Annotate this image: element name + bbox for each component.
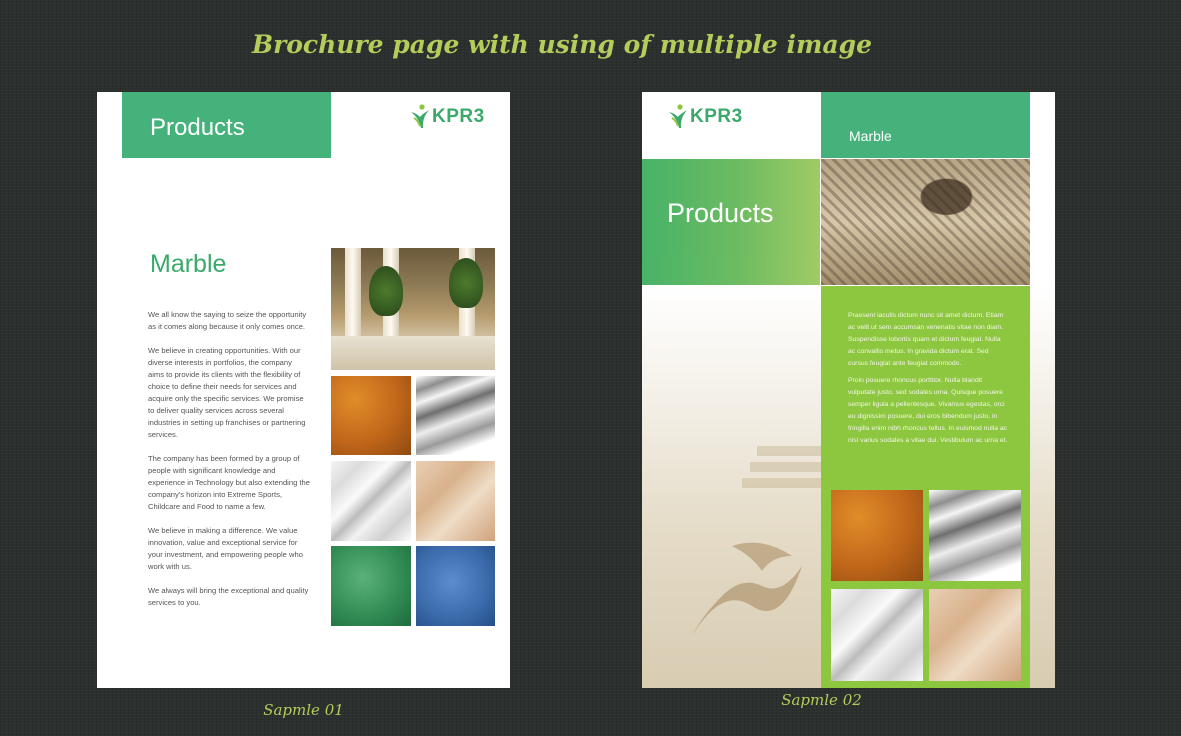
marble-tile-orange (331, 376, 411, 455)
kpr3-logo (667, 104, 743, 130)
logo-text: KPR3 (690, 106, 743, 127)
plant (449, 258, 483, 308)
marble-floor (331, 336, 495, 370)
marble-tile-orange (831, 490, 923, 581)
marble-tile-green (331, 546, 411, 626)
lobby-photo (331, 248, 495, 370)
paragraph: Praesent iaculis dictum nunc sit amet dictum. Etiam ac velit ut sem accumsan venenatis vitae non diam. Suspendisse lobortis quam et dictum feugiat. Nulla ac convallis metus. In gravida dictum erat. Sed cursus feugiat ante feugiat commodo. (848, 312, 1004, 367)
carpet-photo (821, 159, 1030, 285)
marble-tile-white-gray (929, 490, 1021, 581)
stair (757, 446, 827, 456)
plant (369, 266, 403, 316)
products-banner: Products (642, 159, 820, 285)
marble-heading: Marble (150, 250, 227, 278)
marble-tile-blue (416, 546, 495, 626)
paragraph: We believe in creating opportunities. With our diverse interests in portfolios, the company aims to provide its clients with the flexibility of choice to define their needs for services and acquire only the specific services. We promise to deliver quality services across several industries in setting up franchises or partnering services. (148, 346, 306, 439)
marble-tile-beige (416, 461, 495, 541)
leaf-figure-icon (667, 104, 689, 130)
products-header: Products (122, 92, 331, 158)
paragraph: Proin posuere rhoncus porttitor. Nulla blandit vulputate justo, sed sodales urna. Quisque posuere semper ligula a pellentesque. Vivamus egestas, orci eu dignissim posuere, dui eros bibendum justo, in fringilla enim nibh rhoncus tellus. In euismod nulla ac nisl varius sodales a vitae dui. Vestibulum ac urna et. (848, 377, 1008, 444)
stair (750, 462, 830, 472)
page-title: Brochure page with using of multiple image (251, 30, 873, 59)
marble-label: Marble (821, 92, 1030, 158)
body-text (848, 310, 1008, 452)
paragraph: We all know the saying to seize the opportunity as it comes along because it only comes once. (148, 310, 307, 331)
stair (742, 478, 832, 488)
paragraph: We believe in making a difference. We value innovation, value and exceptional service for your investment, and empowering people who work with us. (148, 526, 303, 571)
leaf-figure-icon (409, 104, 431, 130)
marble-tile-white (331, 461, 411, 541)
kpr3-logo (409, 104, 485, 130)
floor-inlay-pattern (682, 526, 822, 646)
marble-tile-white-gray (416, 376, 495, 455)
marble-tile-beige (929, 589, 1021, 681)
logo-text: KPR3 (432, 106, 485, 127)
marble-tile-white (831, 589, 923, 681)
sample-2-caption: Sapmle 02 (781, 691, 862, 709)
brochure-sample-1 (97, 92, 510, 688)
paragraph: The company has been formed by a group of people with significant knowledge and experience in Technology but also extending the company's horizon into Extreme Sports, Childcare and Food to name a few. (148, 454, 310, 511)
brochure-sample-2 (642, 92, 1055, 688)
body-text (148, 309, 310, 621)
sample-1-caption: Sapmle 01 (263, 701, 344, 719)
paragraph: We always will bring the exceptional and quality services to you. (148, 586, 309, 607)
